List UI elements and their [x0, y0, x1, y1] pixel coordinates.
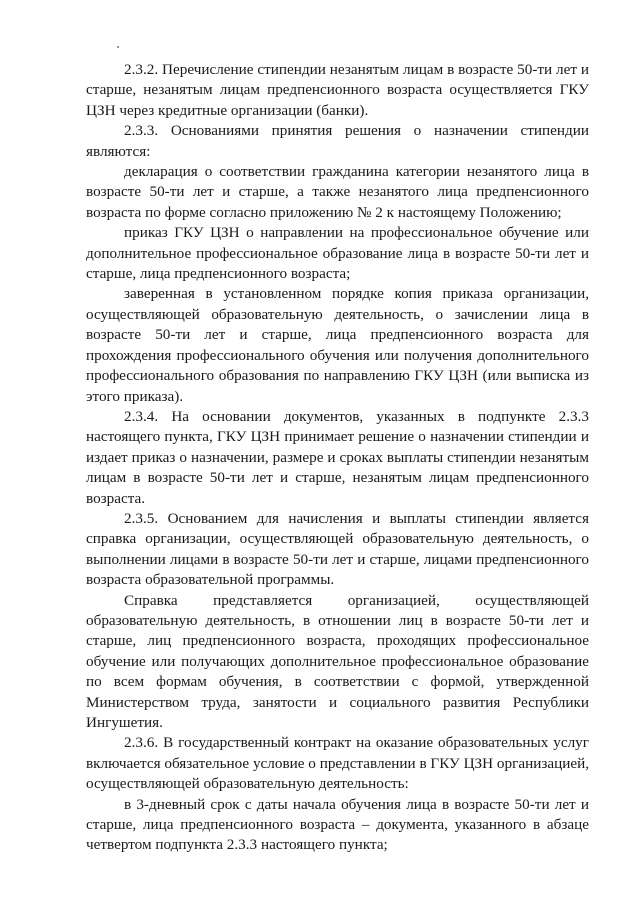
paragraph-3-day-term: в 3-дневный срок с даты начала обучения лица в возрасте 50-ти лет и старше, лица предпенсионного возраста – документа, указанного в абзаце четвертом подпункта 2.3.3 настоящего пункта;: [86, 795, 589, 854]
paragraph-2-3-2: 2.3.2. Перечисление стипендии незанятым лицам в возрасте 50-ти лет и старше, незанятым лицам предпенсионного возраста осуществляется ГКУ ЦЗН через кредитные организации (банки).: [86, 61, 589, 119]
scan-speck: [117, 46, 119, 48]
document-page: [86, 60, 589, 856]
paragraph-order-gku: приказ ГКУ ЦЗН о направлении на профессиональное обучение или дополнительное профессиональное образование лица в возрасте 50-ти лет и старше, лица предпенсионного возраста;: [86, 224, 589, 283]
paragraph-2-3-6: 2.3.6. В государственный контракт на оказание образовательных услуг включается обязательное условие о представлении в ГКУ ЦЗН организацией, осуществляющей образовательную деятельность:: [86, 734, 590, 793]
paragraph-certified-copy: заверенная в установленном порядке копия приказа организации, осуществляющей образовательную деятельность, о зачислении лица в возрасте 50-ти лет и старше, лица предпенсионного возраста для прохождения профессионального обучения или получения дополнительного профессионального образования по направлению ГКУ ЦЗН (или выписка из этого приказа).: [86, 285, 589, 405]
paragraph-2-3-4: 2.3.4. На основании документов, указанных в подпункте 2.3.3 настоящего пункта, ГКУ ЦЗН принимает решение о назначении стипендии и издает приказ о назначении, размере и сроках выплаты стипендии незанятым лицам в возрасте 50-ти лет и старше, незанятым лицам предпенсионного возраста.: [86, 407, 589, 507]
paragraph-certificate: Справка представляется организацией, осуществляющей образовательную деятельность, в отношении лиц в возрасте 50-ти лет и старше, лиц предпенсионного возраста, проходящих профессиональное обучение или получающих дополнительное профессиональное образование по всем формам обучения, в соответствии с формой, утвержденной Министерством труда, занятости и социального развития Республики Ингушетия.: [86, 591, 589, 731]
paragraph-2-3-3: 2.3.3. Основаниями принятия решения о назначении стипендии являются:: [86, 122, 589, 160]
paragraph-declaration: декларация о соответствии гражданина категории незанятого лица в возрасте 50-ти лет и старше, а также незанятого лица предпенсионного возраста по форме согласно приложению № 2 к настоящему Положению;: [86, 163, 589, 221]
paragraph-2-3-5: 2.3.5. Основанием для начисления и выплаты стипендии является справка организации, осуществляющей образовательную деятельность, о выполнении лицами в возрасте 50-ти лет и старше, лицами предпенсионного возраста образовательной программы.: [86, 509, 589, 589]
